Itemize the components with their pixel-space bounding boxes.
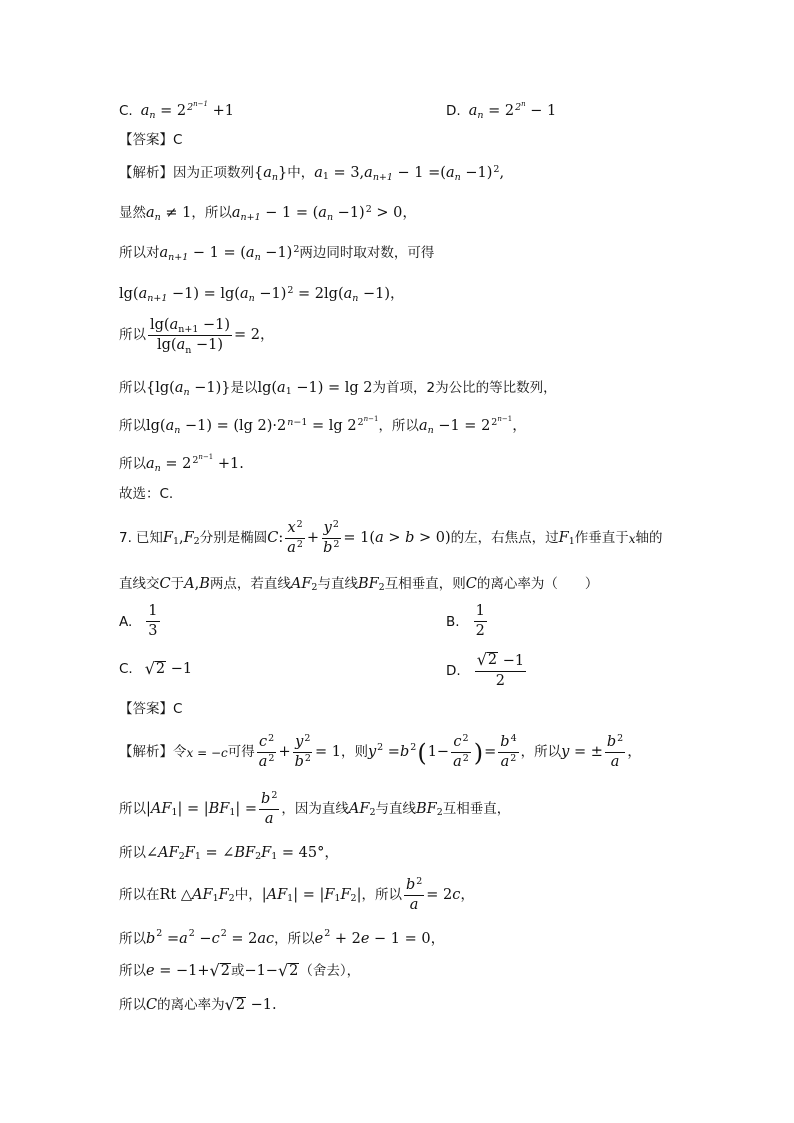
solution-2-line-5: 所以 b 2 = a 2 − c 2 = 2 ac ，所以 e 2 + 2 e − 1 = 0， xyxy=(119,928,446,947)
solution-2-line-2: 所以 | AF 1 | = | BF 1 | = $\frac{b^2}{a}$ ，因为直线 AF 2 与直线 BF 2 互相垂直， xyxy=(119,789,511,828)
option-c: C. √ 2 −1 xyxy=(119,659,193,678)
solution-2-line-4: 所以在 Rt △ AF 1 F 2 中， | AF 1 | = | F 1 F 2 | ，所以 $\frac{b^2}{a}$ = 2 c ， xyxy=(119,875,475,914)
solution-1-line-8: 所以 $a_n$ = $2^{2^{n-1}} +1$. xyxy=(119,452,244,475)
option-a: A. $\frac{1}{3}$ xyxy=(119,603,158,640)
solution-2-line-1: 【解析】 令 x = − c 可得 $\frac{c^2}{a^2}$ + $\frac{y^2}{b^2}$ = 1 ，则 y 2 = b 2 ( 1− $\frac{c^2}{a^2}$ ) = $\frac{b^4}{a^2}$ ，所以 y = ± $\frac{b^2}{a}$ ， xyxy=(119,732,642,771)
solution-1-line-5: 所以 $\frac{\lg(a_{n+1} -1)}{\lg(a_n -1)}$ = 2， xyxy=(119,317,275,356)
solution-1-line-2: 显然 $a_n$ ≠ 1 ，所以 $a_{n+1}$ − 1 = ( $a_n$ −1)$^2$ > 0， xyxy=(119,203,417,224)
option-b: B. $\frac{1}{2}$ xyxy=(446,603,485,640)
prev-option-d: D. $a_n$ = $2^{2^n} - 1$ xyxy=(446,99,557,122)
solution-1-line-6: 所以 {lg( $a_n$ −1)} 是以 lg( a 1 −1) = lg 2 为首项，2为公比的等比数列， xyxy=(119,379,557,399)
solution-2-line-7: 所以 C 的离心率为 √ 2 −1. xyxy=(119,995,277,1014)
prev-option-c: C. $a_n$ = $2^{2^{n-1}} +1$ xyxy=(119,99,234,122)
option-d: D. √ 2 −1 2 xyxy=(446,650,525,690)
question-7-line-1: 7. 已知 F 1 , F 2 分别是椭圆 C : $\frac{x^2}{a^2}$ + $\frac{y^2}{b^2}$ = 1( a > b > 0) 的左，右焦点，过 F 1 作垂直于 x 轴的 xyxy=(119,518,663,557)
solution-2-line-3: 所以 ∠ AF 2 F 1 = ∠ BF 2 F 1 = 45°， xyxy=(119,844,339,862)
answer-1: 【答案】C xyxy=(119,132,183,148)
solution-1-conclusion: 故选：C. xyxy=(119,486,174,502)
question-7-line-2: 直线交 C 于 A , B 两点，若直线 AF 2 与直线 BF 2 互相垂直，则 C 的离心率为（ ） xyxy=(119,575,599,593)
answer-2: 【答案】C xyxy=(119,701,183,717)
solution-2-line-6: 所以 e = −1+ √ 2 或 −1− √ 2 （舍去）， xyxy=(119,961,361,980)
solution-1-line-7: 所以 lg( $a_n$ −1) = (lg $2)\cdot 2^{n-1} = \lg 2^{2^{n-1}}$ ，所以 $a_n$ $-1 = 2^{2^{n-1}}$， xyxy=(119,414,527,437)
solution-1-line-4: lg( $a_{n+1}$ −1) = lg( $a_n$ −1)$^2$ = 2lg( $a_n$ −1)， xyxy=(119,284,405,305)
solution-1-line-1: 【解析】 因为正项数列 { $a_n$ } 中， a 1 = 3, $a_{n+1}$ − 1 = ( $a_n$ −1)$^2$, xyxy=(119,163,505,184)
solution-1-line-3: 所以对 $a_{n+1}$ − 1 = ( $a_n$ −1)$^2$ 两边同时取对数，可得 xyxy=(119,243,435,264)
